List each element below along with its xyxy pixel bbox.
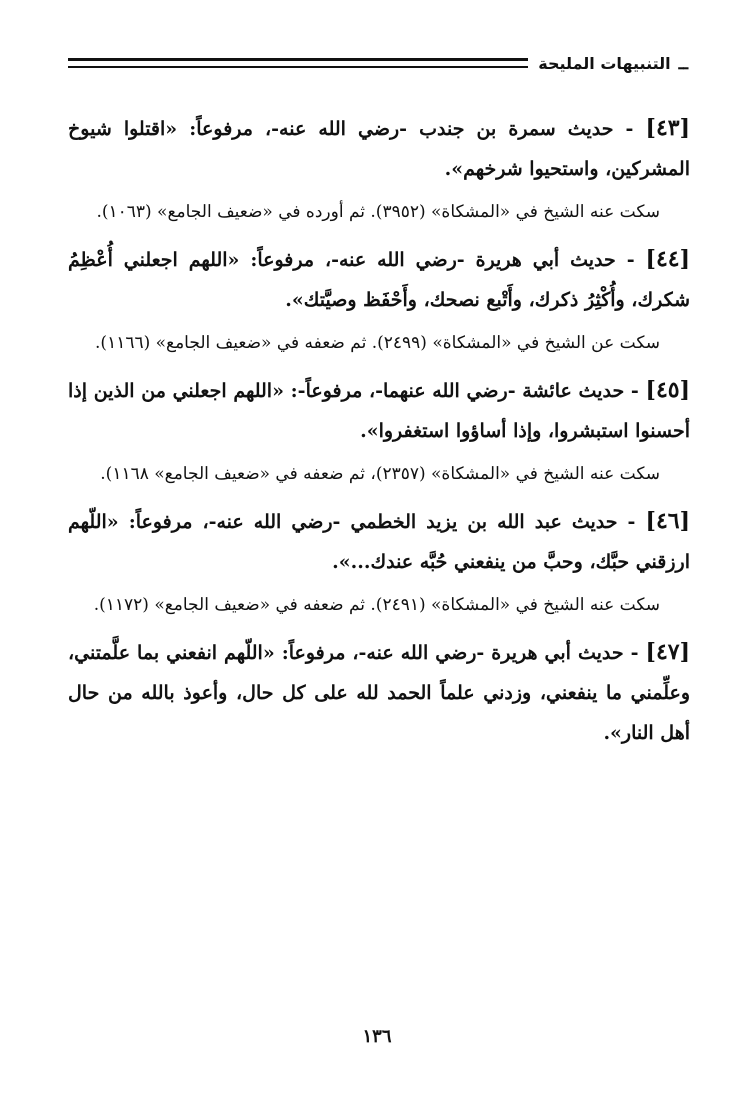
hadith-entry-44 — [68, 239, 690, 320]
hadith-entry-45 — [68, 370, 690, 451]
hadith-number: [٤٦] — [645, 508, 690, 534]
hadith-text: - حديث سمرة بن جندب -رضي الله عنه-، مرفوعاً: «اقتلوا شيوخ المشركين، واستحيوا شرخهم». — [68, 118, 690, 180]
hadith-entry-47 — [68, 632, 690, 753]
takhrij-note-46: سكت عنه الشيخ في «المشكاة» (٢٤٩١). ثم ضعفه في «ضعيف الجامع» (١١٧٢). — [93, 595, 660, 615]
hadith-text: - حديث عائشة -رضي الله عنهما-، مرفوعاً-: «اللهم اجعلني من الذين إذا أحسنوا استبشروا، وإذا أساؤوا استغفروا». — [68, 380, 690, 442]
takhrij-note-44: سكت عن الشيخ في «المشكاة» (٢٤٩٩). ثم ضعفه في «ضعيف الجامع» (١١٦٦). — [95, 333, 660, 353]
hadith-text: - حديث أبي هريرة -رضي الله عنه-، مرفوعاً: «اللّهم انفعني بما علَّمتني، وعلِّمني ما ينفعني، وزدني علماً الحمد لله على كل حال، وأعوذ بالله من حال أهل النار». — [68, 642, 690, 744]
header-dash: ــ — [678, 53, 688, 73]
hadith-text: - حديث أبي هريرة -رضي الله عنه-، مرفوعاً: «اللهم اجعلني أُعْظِمُ شكرك، وأُكْثِرُ ذكرك، وأَتْبع نصحك، وأَحْفَظ وصيَّتك». — [68, 249, 690, 311]
hadith-number: [٤٥] — [645, 377, 690, 403]
page-content — [68, 108, 690, 759]
header-double-rule — [68, 58, 528, 68]
hadith-text: - حديث عبد الله بن يزيد الخطمي -رضي الله عنه-، مرفوعاً: «اللّهم ارزقني حبَّك، وحبَّ من ينفعني حُبَّه عندك...». — [68, 511, 690, 573]
takhrij-note-43: سكت عنه الشيخ في «المشكاة» (٣٩٥٢). ثم أورده في «ضعيف الجامع» (١٠٦٣). — [96, 202, 660, 222]
hadith-number: [٤٤] — [645, 246, 690, 272]
page-number: ١٣٦ — [362, 1026, 392, 1047]
hadith-number: [٤٣] — [645, 115, 690, 141]
book-title: التنبيهات المليحة — [538, 53, 671, 73]
hadith-entry-46 — [68, 501, 690, 582]
running-header — [68, 48, 688, 78]
hadith-number: [٤٧] — [645, 639, 690, 665]
hadith-entry-43 — [68, 108, 690, 189]
takhrij-note-45: سكت عنه الشيخ في «المشكاة» (٢٣٥٧)، ثم ضعفه في «ضعيف الجامع» ١١٦٨). — [100, 464, 660, 484]
